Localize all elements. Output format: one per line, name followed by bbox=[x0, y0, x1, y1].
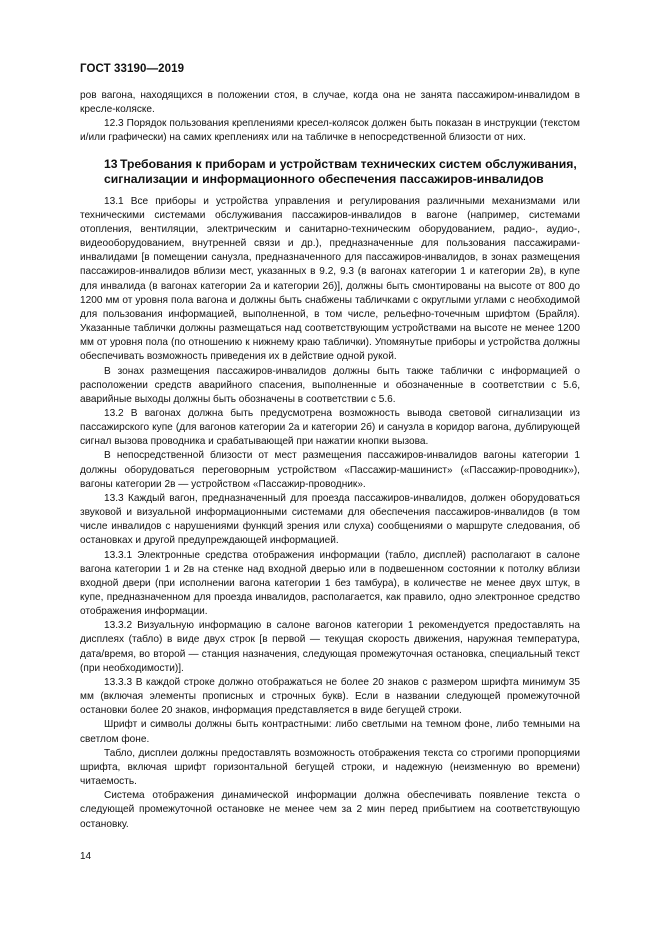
paragraph-13-1: 13.1 Все приборы и устройства управления и регулирования различными механизмами или техническими системами обслуживания пассажиров-инвалидов в вагоне (например, системами отопления, вентиляции, электрическим и санитарно-техническим оборудованием, радио-, аудио-, видеооборудованием, внутренней связи и др.), предназначенные для пользования пассажирами-инвалидами [в помещении санузла, предназначенного для пассажиров-инвалидов, в зонах размещения пассажиров-инвалидов вблизи мест, указанных в 9.2, 9.3 (в вагонах категории 1 и категории 2в), в купе для инвалида (в вагонах категории 2а и категории 2б)], должны быть смонтированы на высоте от 800 до 1200 мм от уровня пола вагона и должны быть снабжены табличками с округлыми углами с необходимой для пользования информацией, выполненной, в том числе, рельефно-точечным шрифтом (Брайля). Указанные таблички должны размещаться над соответствующим устройствами на высоте не менее 1200 мм от уровня пола (по отношению к нижнему краю таблички). Упомянутые приборы и устройства должны обеспечивать возможность приведения их в действие одной рукой. bbox=[80, 195, 580, 363]
page-number: 14 bbox=[80, 851, 92, 862]
section-title: Требования к приборам и устройствам технических систем обслуживания, сигнализации и информационного обеспечения пассажиров-инвалидов bbox=[104, 156, 577, 187]
paragraph-13-3-2: 13.3.2 Визуальную информацию в салоне вагонов категории 1 рекомендуется предоставлять на дисплеях (табло) в виде двух строк [в первой — текущая скорость движения, наружная температура, дата/время, во второй — станция назначения, следующая промежуточная остановка, специальный текст (при необходимости)]. bbox=[80, 620, 580, 674]
standard-header: ГОСТ 33190—2019 bbox=[80, 63, 185, 75]
paragraph-13-3-3: 13.3.3 В каждой строке должно отображаться не более 20 знаков с размером шрифта минимум 35 мм (включая элементы прописных и строчных букв). Если в названии следующей промежуточной остановки более 20 знаков, информация представляется в виде бегущей строки. bbox=[80, 676, 580, 717]
section-heading bbox=[80, 157, 580, 188]
paragraph-intercom: В непосредственной близости от мест размещения пассажиров-инвалидов вагоны категории 1 должны оборудоваться переговорным устройством «Пассажир-машинист» («Пассажир-проводник»), вагоны категории 2в — устройством «Пассажир-проводник». bbox=[80, 450, 580, 490]
paragraph-continued: ров вагона, находящихся в положении стоя, в случае, когда она не занята пассажиром-инвалидом в кресле-коляске. bbox=[80, 90, 580, 116]
paragraph-emergency-info: В зонах размещения пассажиров-инвалидов должны быть также таблички с информацией о расположении средств аварийного спасения, выполненные и обозначенные в соответствии с 5.6, аварийные выходы должны быть обозначены в соответствии с 5.6. bbox=[80, 365, 580, 405]
paragraph-display-readability: Табло, дисплеи должны предоставлять возможность отображения текста со строгими пропорциями шрифта, включая шрифт горизонтальной бегущей строки, и надежную (неизменную во времени) читаемость. bbox=[80, 747, 580, 788]
paragraph-12-3: 12.3 Порядок пользования креплениями кресел-колясок должен быть показан в инструкции (текстом и/или графически) на самих креплениях или на табличке в непосредственной близости от них. bbox=[80, 118, 580, 144]
paragraph-13-2: 13.2 В вагонах должна быть предусмотрена возможность вывода световой сигнализации из пассажирского купе (для вагонов категории 2а и категории 2б) и санузла в коридор вагона, дублирующей сигнал вызова проводника и срабатывающей при нажатии кнопки вызова. bbox=[80, 407, 580, 448]
paragraph-13-3-1: 13.3.1 Электронные средства отображения информации (табло, дисплей) располагают в салоне вагона категории 1 и 2в на стенке над входной дверью или в подвешенном состоянии к потолку вблизи входной двери (при исполнении вагона категории 1 без тамбура), в количестве не менее двух штук, в купе, предназначенном для проезда инвалидов, располагается, как правило, одно электронное средство отображения информации. bbox=[80, 549, 580, 618]
paragraph-font-contrast: Шрифт и символы должны быть контрастными: либо светлыми на темном фоне, либо темными на светлом фоне. bbox=[80, 719, 580, 745]
paragraph-13-3: 13.3 Каждый вагон, предназначенный для проезда пассажиров-инвалидов, должен оборудоваться звуковой и визуальной информационными системами для обеспечения пассажиров-инвалидов (в том числе инвалидов с нарушениями функций зрения или слуха) сообщениями о маршруте следования, об остановках и другой предупреждающей информацией. bbox=[80, 492, 580, 547]
paragraph-dynamic-info: Система отображения динамической информации должна обеспечивать появление текста о следующей промежуточной остановке не менее чем за 2 мин перед прибытием на соответствующую остановку. bbox=[80, 790, 580, 830]
document-body bbox=[80, 89, 580, 832]
section-number: 13 bbox=[104, 156, 118, 171]
